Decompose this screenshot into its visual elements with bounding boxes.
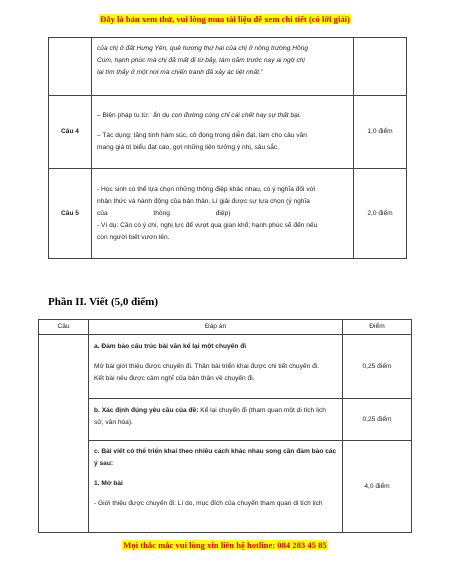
answer-table-part2 xyxy=(38,319,412,533)
col-header-diem: Điểm xyxy=(343,320,412,335)
continued-quote: của chị ở đất Hưng Yên, quê hương thứ hai của chị ở nông trường Hồng Cúm, hạnh phúc mà chị đã mất đi từ bảy, tám năm trước nay ai ngờ chị lại tìm thấy ở một nơi mà chiến tranh đã xảy ác liệt nhất.” xyxy=(92,38,354,96)
criterion-b: b. Xác định đúng yêu cầu của đề: Kể lại chuyến đi (tham quan một di tích lịch sử, văn hóa). xyxy=(89,399,343,441)
score-cell: 2,0 điểm xyxy=(354,169,407,259)
table-row xyxy=(49,96,407,169)
answer-table-part1 xyxy=(48,37,407,259)
table-row xyxy=(39,441,412,533)
score-cell: 0,25 điểm xyxy=(343,335,412,399)
table-row xyxy=(39,399,412,441)
header-notice: Đây là bản xem thử, vui lòng mua tài liệu để xem chi tiết (có lời giải) xyxy=(100,14,350,24)
criterion-c: c. Bài viết có thể triển khai theo nhiều cách khác nhau song cần đảm bảo các ý sau: 1. Mở bài - Giới thiệu được chuyến đi: Lí do, mục đích của chuyến tham quan di tích lịch xyxy=(89,441,343,533)
col-header-cau: Câu xyxy=(39,320,89,335)
table-row xyxy=(39,335,412,399)
table-row xyxy=(49,169,407,259)
score-cell: 1,0 điểm xyxy=(354,96,407,169)
answer-cell: – Biện pháp tu từ: ẩn dụ con đường cùng chỉ cái chết hay sự thất bại. – Tác dụng: tăng tính hàm súc, cô đọng trong diễn đạt, làm cho câu văn mang giá trị biểu đạt cao, gợi những liên tưởng ý nhị, sâu sắc. xyxy=(92,96,354,169)
criterion-a: a. Đảm bảo cấu trúc bài văn kể lại một chuyến đi Mở bài giới thiệu được chuyến đi. Thân bài triển khai được chi tiết chuyến đi. Kết bài nêu được cảm nghĩ của bản thân về chuyến đi. xyxy=(89,335,343,399)
question-label: Câu 5 xyxy=(49,169,92,259)
answer-cell: - Học sinh có thể lựa chọn những thông điệp khác nhau, có ý nghĩa đối với nhận thức và hành động của bản thân. Lí giải được sự lựa chọn (ý nghĩa của thông điệp) - Ví dụ: Cần có ý chí, nghị lực để vượt qua gian khổ; hạnh phúc sẽ đến nếu con người biết vươn lên. xyxy=(92,169,354,259)
col-header-dap-an: Đáp án xyxy=(89,320,343,335)
table-row xyxy=(49,38,407,96)
score-cell: 4,0 điểm xyxy=(343,441,412,533)
score-cell: 0,25 điểm xyxy=(343,399,412,441)
table-header-row xyxy=(39,320,412,335)
footer-notice: Mọi thắc mắc vui lòng xin liên hệ hotline: 084 283 45 85 xyxy=(123,540,327,550)
question-label: Câu 4 xyxy=(49,96,92,169)
section-title: Phần II. Viết (5,0 điểm) xyxy=(48,296,158,308)
